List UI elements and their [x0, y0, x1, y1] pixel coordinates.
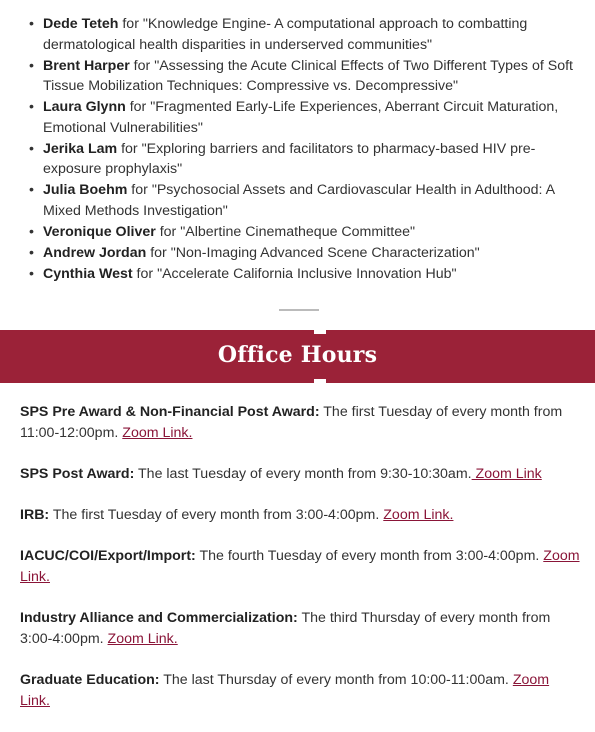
awardee-name: Dede Teteh: [43, 16, 119, 32]
list-item: [29, 139, 575, 180]
office-hours-text: The last Thursday of every month from 10:00-11:00am.: [159, 672, 513, 688]
banner-title: Office Hours: [217, 342, 378, 368]
connector-text: for: [132, 265, 158, 282]
project-title: "Accelerate California Inclusive Innovation Hub": [157, 265, 457, 282]
connector-text: for: [155, 223, 181, 240]
connector-text: for: [118, 16, 143, 32]
office-hours-banner: [0, 330, 595, 383]
zoom-link[interactable]: Zoom Link: [471, 466, 542, 482]
awards-list: [0, 0, 595, 284]
office-hours-entry: [20, 670, 580, 712]
list-item: [29, 97, 575, 138]
office-hours-entry: [20, 546, 580, 588]
awardee-name: Julia Boehm: [43, 182, 128, 198]
awardee-name: Jerika Lam: [43, 140, 118, 157]
office-hours-list: [20, 402, 580, 732]
connector-text: for: [129, 57, 155, 74]
bullet-icon: •: [29, 265, 34, 282]
zoom-link[interactable]: Zoom Link.: [20, 672, 550, 709]
list-item: [29, 243, 575, 264]
list-item: [29, 180, 575, 221]
project-title: "Knowledge Engine- A computational approach to combatting dermatological health disparities in underserved communities": [43, 16, 528, 53]
office-hours-entry: [20, 608, 580, 650]
office-hours-label: SPS Pre Award & Non-Financial Post Award:: [20, 404, 320, 420]
office-hours-entry: [20, 505, 580, 526]
bullet-icon: •: [29, 99, 34, 115]
awardee-name: Cynthia West: [43, 265, 133, 282]
office-hours-text: The third Thursday of every month from 3:00-4:00pm.: [20, 610, 551, 647]
bullet-icon: •: [29, 57, 34, 74]
zoom-link[interactable]: Zoom Link.: [20, 548, 580, 585]
list-item: [29, 56, 575, 97]
list-item: [29, 264, 575, 285]
office-hours-text: The fourth Tuesday of every month from 3:00-4:00pm.: [195, 548, 544, 564]
awardee-name: Laura Glynn: [43, 99, 126, 115]
section-divider: [279, 309, 319, 311]
zoom-link[interactable]: Zoom Link.: [122, 425, 193, 441]
banner-notch-top: [314, 330, 326, 334]
connector-text: for: [117, 140, 142, 157]
office-hours-label: IACUC/COI/Export/Import:: [20, 548, 196, 564]
office-hours-label: IRB:: [20, 507, 50, 523]
bullet-icon: •: [29, 223, 34, 240]
office-hours-text: The first Tuesday of every month from 3:00-4:00pm.: [49, 507, 384, 523]
banner-notch-bottom: [314, 379, 326, 383]
office-hours-label: Graduate Education:: [20, 672, 160, 688]
awardee-name: Andrew Jordan: [43, 244, 147, 261]
project-title: "Exploring barriers and facilitators to pharmacy-based HIV pre-exposure prophylaxis": [43, 140, 536, 177]
bullet-icon: •: [29, 140, 34, 157]
project-title: "Psychosocial Assets and Cardiovascular Health in Adulthood: A Mixed Methods Investigation": [43, 182, 555, 219]
awardee-name: Veronique Oliver: [43, 223, 156, 240]
office-hours-label: Industry Alliance and Commercialization:: [20, 610, 298, 626]
zoom-link[interactable]: Zoom Link.: [383, 507, 454, 523]
connector-text: for: [125, 99, 151, 115]
zoom-link[interactable]: Zoom Link.: [107, 631, 178, 647]
bullet-icon: •: [29, 16, 34, 32]
awardee-name: Brent Harper: [43, 57, 130, 74]
project-title: "Albertine Cinematheque Committee": [180, 223, 416, 240]
project-title: "Non-Imaging Advanced Scene Characterization": [170, 244, 480, 261]
project-title: "Fragmented Early-Life Experiences, Aberrant Circuit Maturation, Emotional Vulnerabilities": [43, 99, 559, 136]
office-hours-entry: [20, 464, 580, 485]
bullet-icon: •: [29, 182, 34, 198]
project-title: "Assessing the Acute Clinical Effects of Two Different Types of Soft Tissue Mobilization Techniques: Compressive vs. Decompressive": [43, 57, 573, 94]
list-item: [29, 222, 575, 243]
office-hours-label: SPS Post Award:: [20, 466, 135, 482]
list-item: [29, 14, 575, 55]
office-hours-entry: [20, 402, 580, 444]
office-hours-text: The last Tuesday of every month from 9:30-10:30am.: [134, 466, 472, 482]
connector-text: for: [127, 182, 152, 198]
bullet-icon: •: [29, 244, 34, 261]
office-hours-text: The first Tuesday of every month from 11:00-12:00pm.: [20, 404, 563, 441]
connector-text: for: [146, 244, 171, 261]
